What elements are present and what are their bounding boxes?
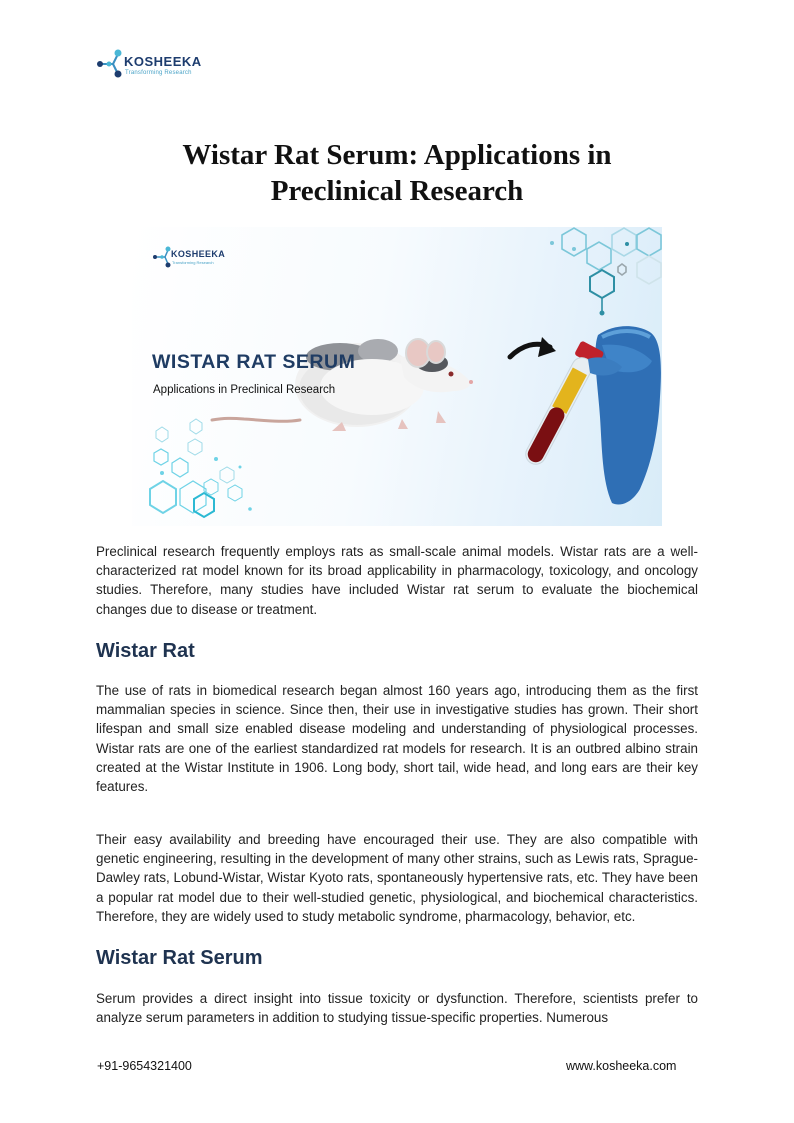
page-title [97, 137, 697, 209]
logo-tagline: Transforming Research [125, 70, 192, 76]
banner-logo-tagline: Transforming Research [172, 260, 214, 265]
molecule-logo-icon [96, 48, 124, 78]
title-line-1: Wistar Rat Serum: Applications in [182, 139, 612, 171]
wistar-rat-paragraph-1: The use of rats in biomedical research began almost 160 years ago, introducing them as the first mammalian species in science. Since then, their use in investigative studies has grown. Their short lifespan and small size enabled disease modeling and understanding of physiological processes. Wistar rats are one of the earliest standardized rat models for research. It is an outbred albino strain created at the Wistar Institute in 1906. Long body, short tail, wide head, and long ears are their key features. [96, 683, 698, 795]
intro-paragraph: Preclinical research frequently employs rats as small-scale animal models. Wistar rats are a well-characterized rat model known for its broad applicability in pharmacology, toxicology, and oncology studies. Therefore, many studies have included Wistar rat serum to evaluate the biochemical changes due to disease or treatment. [96, 544, 698, 617]
footer-phone[interactable]: +91-9654321400 [97, 1059, 192, 1073]
section-heading-wistar-rat-serum: Wistar Rat Serum [96, 947, 263, 969]
logo-text: KOSHEEKA [124, 54, 202, 69]
kosheeka-logo[interactable] [96, 46, 226, 80]
hero-banner-image [132, 227, 662, 526]
title-line-2: Preclinical Research [270, 175, 524, 207]
banner-subtitle: Applications in Preclinical Research [153, 384, 336, 396]
footer-website-link[interactable]: www.kosheeka.com [566, 1059, 677, 1073]
banner-title: WISTAR RAT SERUM [152, 351, 356, 373]
wistar-rat-paragraph-2: Their easy availability and breeding have encouraged their use. They are also compatible with genetic engineering, resulting in the development of many other strains, such as Lewis rats, Sprague-Dawley rats, Lobund-Wistar, Wistar Kyoto rats, spontaneously hypertensive rats, etc. They have been a popular rat model due to their well-studied genetic, physiological, and biochemical characteristics. Therefore, they are widely used to study metabolic syndrome, pharmacology, behavior, etc. [96, 832, 698, 924]
hexagon-pattern-top-icon [550, 228, 661, 316]
wistar-rat-serum-paragraph-1: Serum provides a direct insight into tissue toxicity or dysfunction. Therefore, scientists prefer to analyze serum parameters in addition to studying tissue-specific properties. Numerous [96, 991, 698, 1026]
banner-logo-icon [153, 247, 171, 268]
section-heading-wistar-rat: Wistar Rat [96, 640, 195, 662]
banner-logo-text: KOSHEEKA [171, 249, 226, 259]
hexagon-pattern-bottom-icon [150, 419, 252, 517]
curved-arrow-icon [510, 337, 556, 357]
banner-illustration [132, 227, 662, 526]
